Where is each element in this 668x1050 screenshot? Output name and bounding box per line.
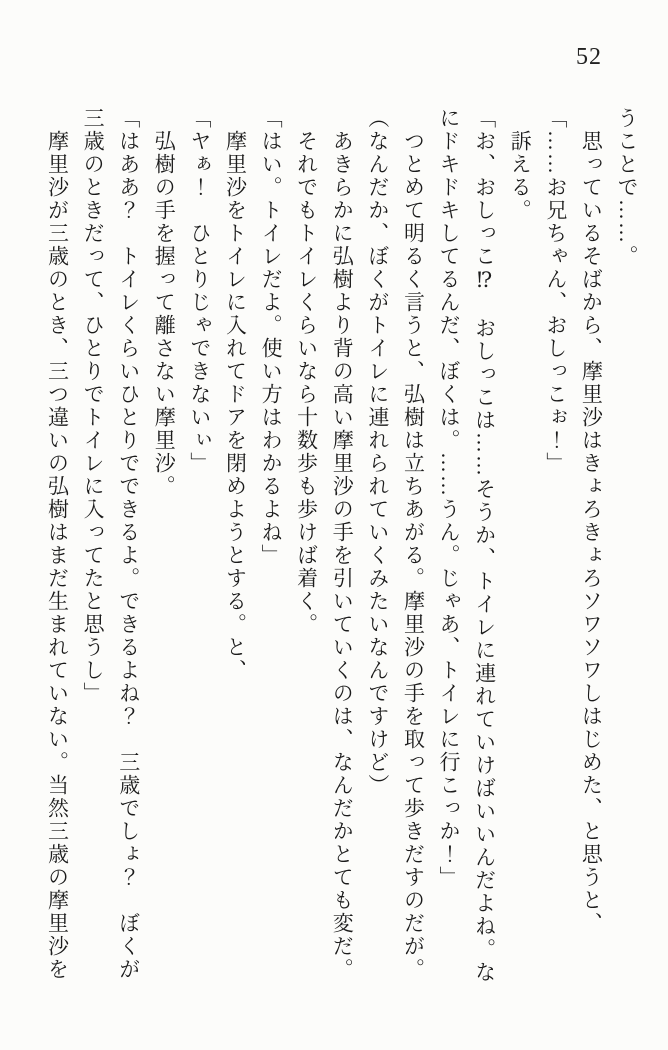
paragraph: 訴える。 [508,107,533,222]
paragraph: 「ヤぁ！ ひとりじゃできないぃ」 [187,107,212,475]
paragraph: （なんだか、ぼくがトイレに連れられていくみたいなんですけど） [365,107,390,797]
paragraph: 摩里沙が三歳のとき、三つ違いの弘樹はまだ生まれていない。当然三歳の摩里沙を [45,107,70,981]
paragraph: 弘樹の手を握って離さない摩里沙。 [152,107,177,498]
paragraph: 思っているそばから、摩里沙はきょろきょろソワソワしはじめた、と思うと、 [579,107,604,935]
paragraph: 「はああ？ トイレくらいひとりでできるよ。できるよね？ 三歳でしょ？ ぼくが三歳のときだって、ひとりでトイレに入ってたと思うし」 [81,107,141,981]
paragraph: 摩里沙をトイレに入れてドアを閉めようとする。と、 [223,107,248,682]
paragraph: 「……お兄ちゃん、おしっこぉ！」 [543,107,568,475]
paragraph: あきらかに弘樹より背の高い摩里沙の手を引いていくのは、なんだかとても変だ。 [330,107,355,981]
page-number: 52 [576,44,602,70]
paragraph: うことで……。 [615,107,639,268]
paragraph: それでもトイレくらいなら十数歩も歩けば着く。 [294,107,319,636]
paragraph: 「お、おしっこ⁉ おしっこは……そうか、トイレに連れていけばいいんだよね。なにドキドキしてるんだ、ぼくは。……うん。じゃあ、トイレに行こっか！」 [437,107,497,984]
body-text [38,107,644,991]
paragraph: つとめて明るく言うと、弘樹は立ちあがる。摩里沙の手を取って歩きだすのだが。 [401,107,426,981]
paragraph: 「はい。トイレだよ。使い方はわかるよね」 [259,107,284,567]
